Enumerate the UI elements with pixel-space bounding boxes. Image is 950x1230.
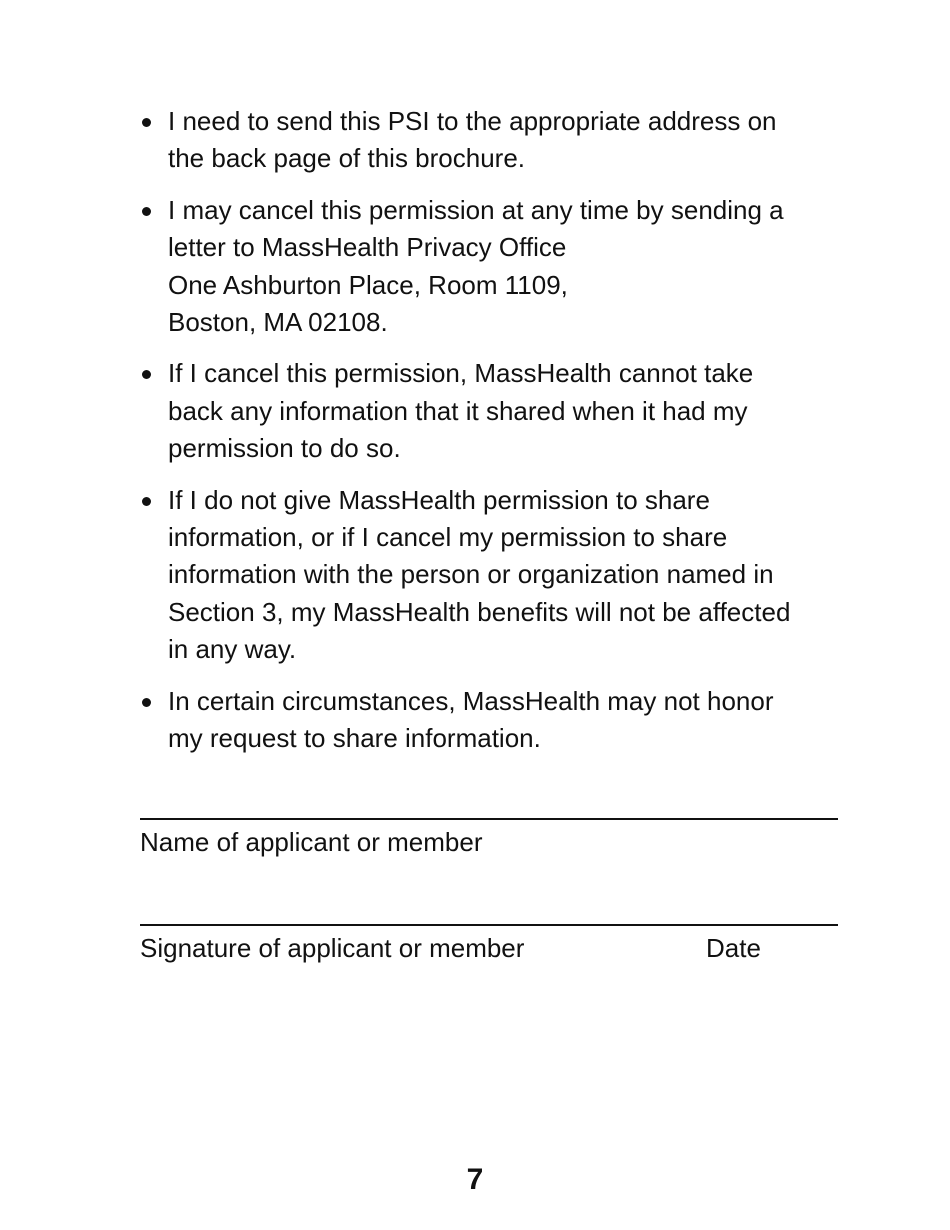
- bullet-dot-icon: [142, 207, 151, 216]
- bullet-text-line: Boston, MA 02108.: [168, 307, 388, 338]
- bullet-text-line: letter to MassHealth Privacy Office: [168, 232, 567, 263]
- bullet-text-line: in any way.: [168, 634, 297, 665]
- date-field-label: Date: [706, 933, 761, 963]
- bullet-text-line: Section 3, my MassHealth benefits will not be affected: [168, 596, 791, 627]
- bullet-item: [140, 482, 850, 669]
- bullet-text-line: information with the person or organization named in: [168, 559, 774, 590]
- bullet-dot-icon: [142, 497, 151, 506]
- terms-bullet-list: [140, 103, 850, 772]
- bullet-dot-icon: [142, 118, 151, 127]
- bullet-text-line: information, or if I cancel my permission to share: [168, 522, 728, 553]
- bullet-text-line: If I cancel this permission, MassHealth cannot take: [168, 358, 754, 389]
- bullet-text-line: back any information that it shared when it had my: [168, 395, 748, 426]
- bullet-item: [140, 683, 850, 758]
- bullet-dot-icon: [142, 370, 151, 379]
- bullet-text-line: the back page of this brochure.: [168, 143, 526, 174]
- signature-line[interactable]: [140, 924, 838, 926]
- bullet-text-line: One Ashburton Place, Room 1109,: [168, 269, 568, 300]
- bullet-item: [140, 103, 850, 178]
- page-number: 7: [466, 1163, 484, 1196]
- bullet-dot-icon: [142, 698, 151, 707]
- bullet-text-line: permission to do so.: [168, 433, 401, 464]
- signature-field-label: Signature of applicant or member: [140, 933, 525, 963]
- bullet-item: [140, 355, 850, 467]
- bullet-text-line: I may cancel this permission at any time by sending a: [168, 194, 784, 225]
- bullet-text-line: I need to send this PSI to the appropriate address on: [168, 106, 777, 136]
- bullet-text-line: In certain circumstances, MassHealth may not honor: [168, 685, 774, 716]
- name-field-label: Name of applicant or member: [140, 827, 483, 857]
- bullet-item: [140, 192, 850, 342]
- bullet-text-line: If I do not give MassHealth permission to share: [168, 484, 710, 515]
- bullet-text-line: my request to share information.: [168, 723, 541, 754]
- name-signature-line[interactable]: [140, 818, 838, 820]
